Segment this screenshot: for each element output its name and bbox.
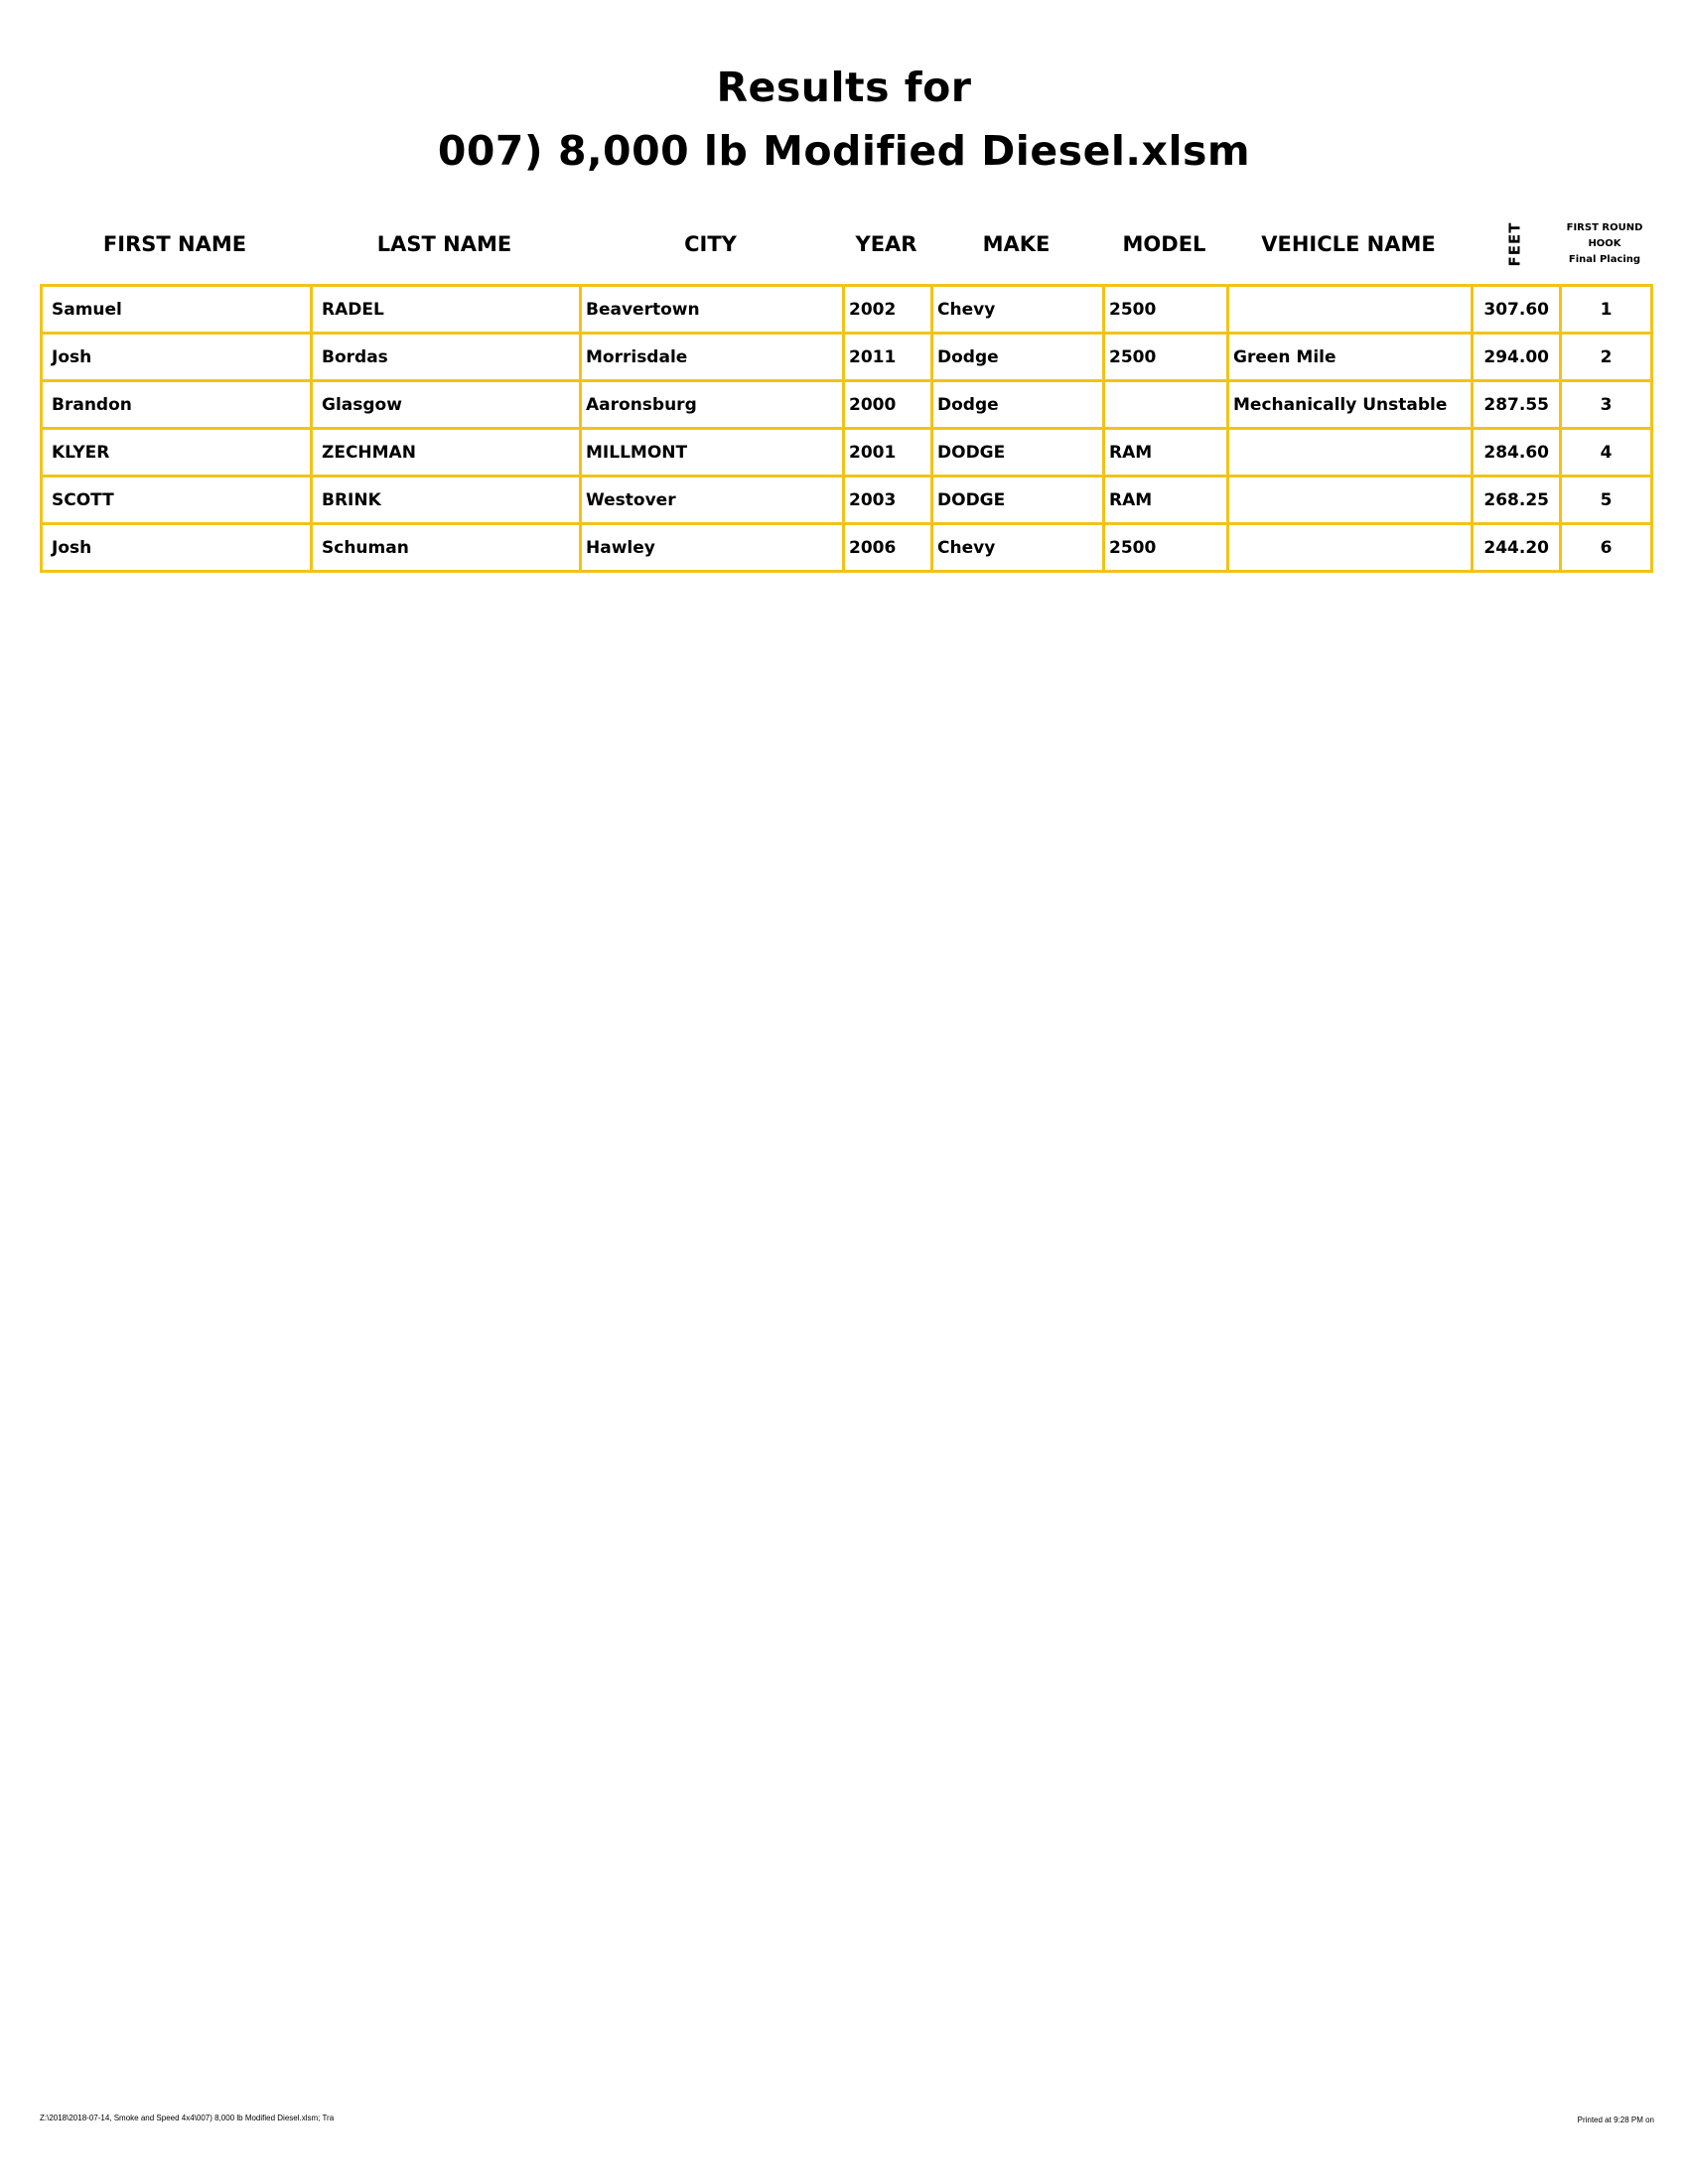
cell-year: 2011	[844, 334, 932, 381]
cell-feet: 268.25	[1473, 477, 1561, 524]
cell-make: DODGE	[932, 477, 1104, 524]
header-placing-line-2: HOOK	[1588, 238, 1621, 249]
cell-last-name: Schuman	[312, 524, 581, 572]
cell-placing: 4	[1561, 429, 1652, 477]
table-row	[42, 429, 1652, 477]
cell-year: 2003	[844, 477, 932, 524]
cell-feet: 244.20	[1473, 524, 1561, 572]
cell-first-name: Josh	[42, 334, 312, 381]
table-row	[42, 477, 1652, 524]
cell-placing: 3	[1561, 381, 1652, 429]
cell-last-name: Glasgow	[312, 381, 581, 429]
table-row	[42, 286, 1652, 334]
cell-last-name: Bordas	[312, 334, 581, 381]
footer-printed-at: Printed at 9:28 PM on	[1577, 2116, 1654, 2124]
cell-first-name: Brandon	[42, 381, 312, 429]
cell-make: Dodge	[932, 381, 1104, 429]
cell-city: Hawley	[581, 524, 844, 572]
cell-model: 2500	[1104, 334, 1228, 381]
cell-feet: 294.00	[1473, 334, 1561, 381]
cell-first-name: Josh	[42, 524, 312, 572]
cell-first-name: SCOTT	[42, 477, 312, 524]
cell-city: Morrisdale	[581, 334, 844, 381]
header-vehicle-name: VEHICLE NAME	[1261, 232, 1436, 256]
cell-feet: 287.55	[1473, 381, 1561, 429]
cell-make: Chevy	[932, 286, 1104, 334]
cell-year: 2001	[844, 429, 932, 477]
header-city: CITY	[684, 232, 737, 256]
cell-model: RAM	[1104, 477, 1228, 524]
cell-make: DODGE	[932, 429, 1104, 477]
header-year: YEAR	[855, 232, 917, 256]
header-make: MAKE	[982, 232, 1051, 256]
cell-placing: 5	[1561, 477, 1652, 524]
header-placing-line-1: FIRST ROUND	[1566, 222, 1643, 233]
cell-year: 2002	[844, 286, 932, 334]
cell-last-name: RADEL	[312, 286, 581, 334]
results-table	[40, 284, 1653, 573]
cell-city: MILLMONT	[581, 429, 844, 477]
table-row	[42, 334, 1652, 381]
header-placing-line-3: Final Placing	[1568, 254, 1641, 265]
cell-vehicle-name	[1228, 286, 1473, 334]
header-model: MODEL	[1122, 232, 1206, 256]
header-first-name: FIRST NAME	[102, 232, 247, 256]
table-row	[42, 381, 1652, 429]
cell-placing: 1	[1561, 286, 1652, 334]
cell-model: 2500	[1104, 286, 1228, 334]
header-feet	[1471, 208, 1559, 280]
header-feet-label: FEET	[1505, 221, 1524, 267]
cell-vehicle-name	[1228, 429, 1473, 477]
cell-feet: 284.60	[1473, 429, 1561, 477]
cell-city: Aaronsburg	[581, 381, 844, 429]
cell-vehicle-name: Green Mile	[1228, 334, 1473, 381]
cell-model: RAM	[1104, 429, 1228, 477]
cell-vehicle-name	[1228, 477, 1473, 524]
cell-first-name: KLYER	[42, 429, 312, 477]
cell-model	[1104, 381, 1228, 429]
cell-year: 2000	[844, 381, 932, 429]
table-row	[42, 524, 1652, 572]
cell-year: 2006	[844, 524, 932, 572]
cell-placing: 2	[1561, 334, 1652, 381]
cell-feet: 307.60	[1473, 286, 1561, 334]
cell-city: Westover	[581, 477, 844, 524]
cell-vehicle-name	[1228, 524, 1473, 572]
page-title-line-1: Results for	[716, 64, 972, 111]
cell-placing: 6	[1561, 524, 1652, 572]
header-final-placing	[1559, 208, 1650, 280]
cell-make: Dodge	[932, 334, 1104, 381]
header-last-name: LAST NAME	[376, 232, 512, 256]
cell-city: Beavertown	[581, 286, 844, 334]
cell-first-name: Samuel	[42, 286, 312, 334]
cell-model: 2500	[1104, 524, 1228, 572]
cell-make: Chevy	[932, 524, 1104, 572]
cell-last-name: BRINK	[312, 477, 581, 524]
cell-vehicle-name: Mechanically Unstable	[1228, 381, 1473, 429]
footer-file-path: Z:\2018\2018-07-14, Smoke and Speed 4x4\007) 8,000 lb Modified Diesel.xlsm; Tra	[40, 2114, 335, 2122]
page-title-line-2: 007) 8,000 lb Modified Diesel.xlsm	[437, 127, 1251, 175]
cell-last-name: ZECHMAN	[312, 429, 581, 477]
